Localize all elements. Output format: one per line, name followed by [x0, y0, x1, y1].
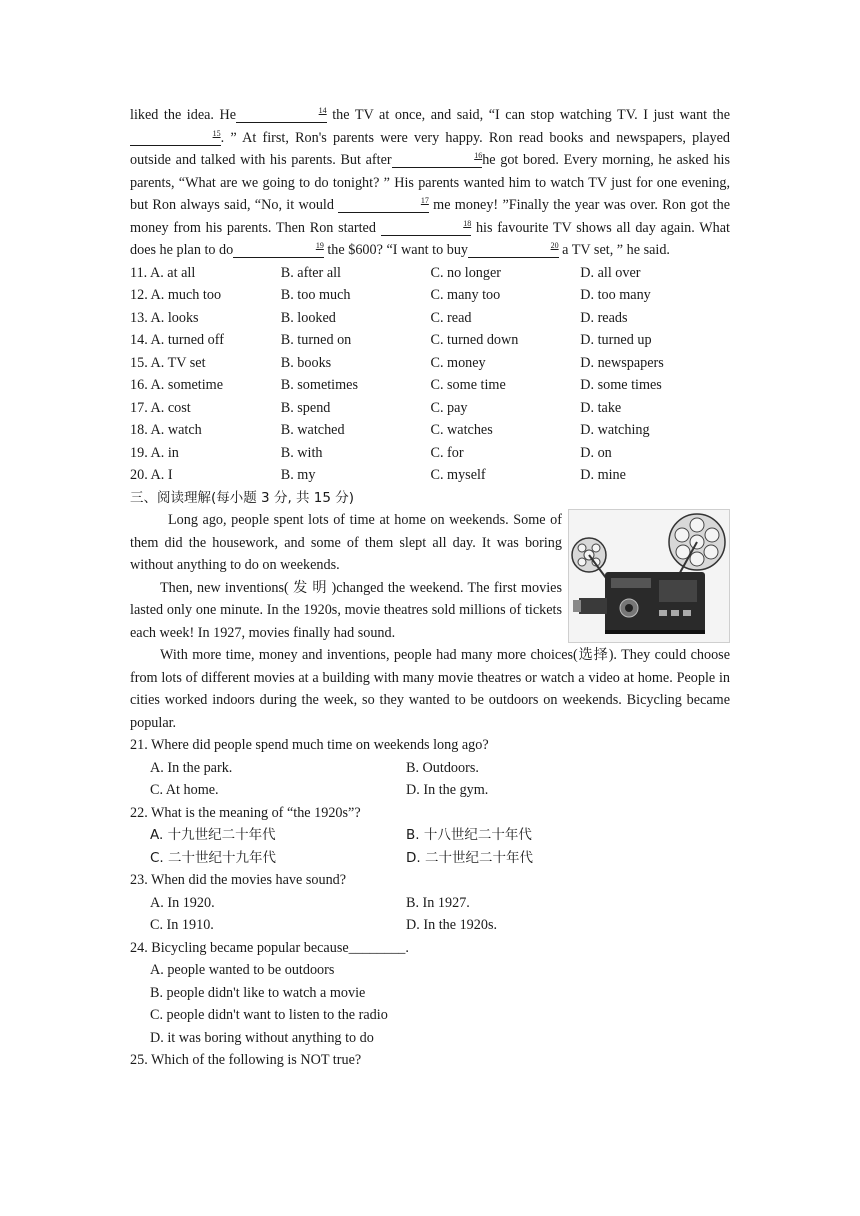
reading-paragraph-3: With more time, money and inventions, people had many more choices(选择). They could choose from lots of different movies at a building with many movie theatres or watch a video at home. People in cities worked indoors during the week, so they wanted to be outdoors on weekends. Bicycling became popular. — [130, 647, 730, 731]
worksheet-page — [130, 104, 730, 1072]
option-row: 15. A. TV set B. books C. money D. newspapers — [130, 354, 664, 371]
reading-paragraph-1: Long ago, people spent lots of time at home on weekends. Some of them did the housework, and some of them slept all day. It was boring without anything to do on weekends. — [130, 512, 562, 573]
option-row: 14. A. turned off B. turned on C. turned down D. turned up — [130, 332, 652, 348]
question-22: 22. What is the meaning of “the 1920s”? — [130, 804, 361, 821]
blank-17: 17 — [338, 194, 429, 213]
answer-row: C. 二十世纪十九年代 D. 二十世纪二十年代 — [150, 849, 533, 866]
option-row: 17. A. cost B. spend C. pay D. take — [130, 399, 622, 416]
film-projector-icon — [569, 510, 729, 642]
reading-paragraph-2: Then, new inventions( 发 明 )changed the weekend. The first movies lasted only one minute. In the 1920s, movie theatres sold millions of tickets each week! In 1927, movies finally had sound. — [130, 579, 562, 641]
answer-row: A. In 1920. B. In 1927. — [150, 894, 470, 911]
answer-row: A. In the park. B. Outdoors. — [150, 759, 479, 776]
option-row: 18. A. watch B. watched C. watches D. watching — [130, 422, 650, 438]
blank-15: 15 — [130, 127, 221, 146]
cloze-options-table — [130, 262, 730, 487]
question-25: 25. Which of the following is NOT true? — [130, 1052, 362, 1068]
answer-row: C. In 1910. D. In the 1920s. — [150, 917, 498, 933]
blank-14: 14 — [236, 104, 327, 123]
option-row: 20. A. I B. my C. myself D. mine — [130, 467, 626, 483]
answer-row: C. At home. D. In the gym. — [150, 782, 489, 798]
blank-16: 16 — [392, 149, 483, 168]
answer-row: A. 十九世纪二十年代 B. 十八世纪二十年代 — [150, 827, 532, 843]
blank-18: 18 — [381, 217, 472, 236]
option-row: 11. A. at all B. after all C. no longer D. all over — [130, 264, 641, 281]
question-23: 23. When did the movies have sound? — [130, 872, 347, 888]
section-title: 三、阅读理解(每小题 3 分, 共 15 分) — [130, 489, 355, 506]
answer-option: A. people wanted to be outdoors — [150, 962, 335, 978]
cloze-passage: liked the idea. He $^{14}$ the TV at once, and said, “I can stop watching TV. I just want the $^{15}$. ” At first, Ron's parents were very happy. Ron read books and newspapers, played outside and talked with his parents. But after $^{16}$he got bored. Every morning, he asked his parents, “What are we going to do tonight? ” His parents wanted him to watch TV just for one evening, but Ron always said, “No, it would $^{17}$ me money! ”Finally the year was over. Ron got the money from his parents. Then Ron started $^{18}$ his favourite TV shows all day again. What does he plan to do $^{19}$ the $600? “I want to buy $^{20}$ a TV set, ” he said. — [130, 106, 731, 258]
reading-questions — [130, 734, 730, 1072]
option-row: 12. A. much too B. too much C. many too D. too many — [130, 287, 651, 303]
question-21: 21. Where did people spend much time on weekends long ago? — [130, 737, 489, 753]
question-24: 24. Bicycling became popular because________. — [130, 939, 409, 956]
option-row: 19. A. in B. with C. for D. on — [130, 444, 612, 461]
answer-option: D. it was boring without anything to do — [150, 1029, 374, 1046]
answer-option: B. people didn't like to watch a movie — [150, 984, 366, 1001]
option-row: 13. A. looks B. looked C. read D. reads — [130, 309, 628, 326]
blank-19: 19 — [233, 239, 324, 258]
reading-passage — [130, 509, 730, 734]
film-projector-image — [568, 509, 730, 643]
answer-option: C. people didn't want to listen to the radio — [150, 1007, 388, 1023]
option-row: 16. A. sometime B. sometimes C. some time D. some times — [130, 377, 662, 393]
blank-20: 20 — [468, 239, 559, 258]
